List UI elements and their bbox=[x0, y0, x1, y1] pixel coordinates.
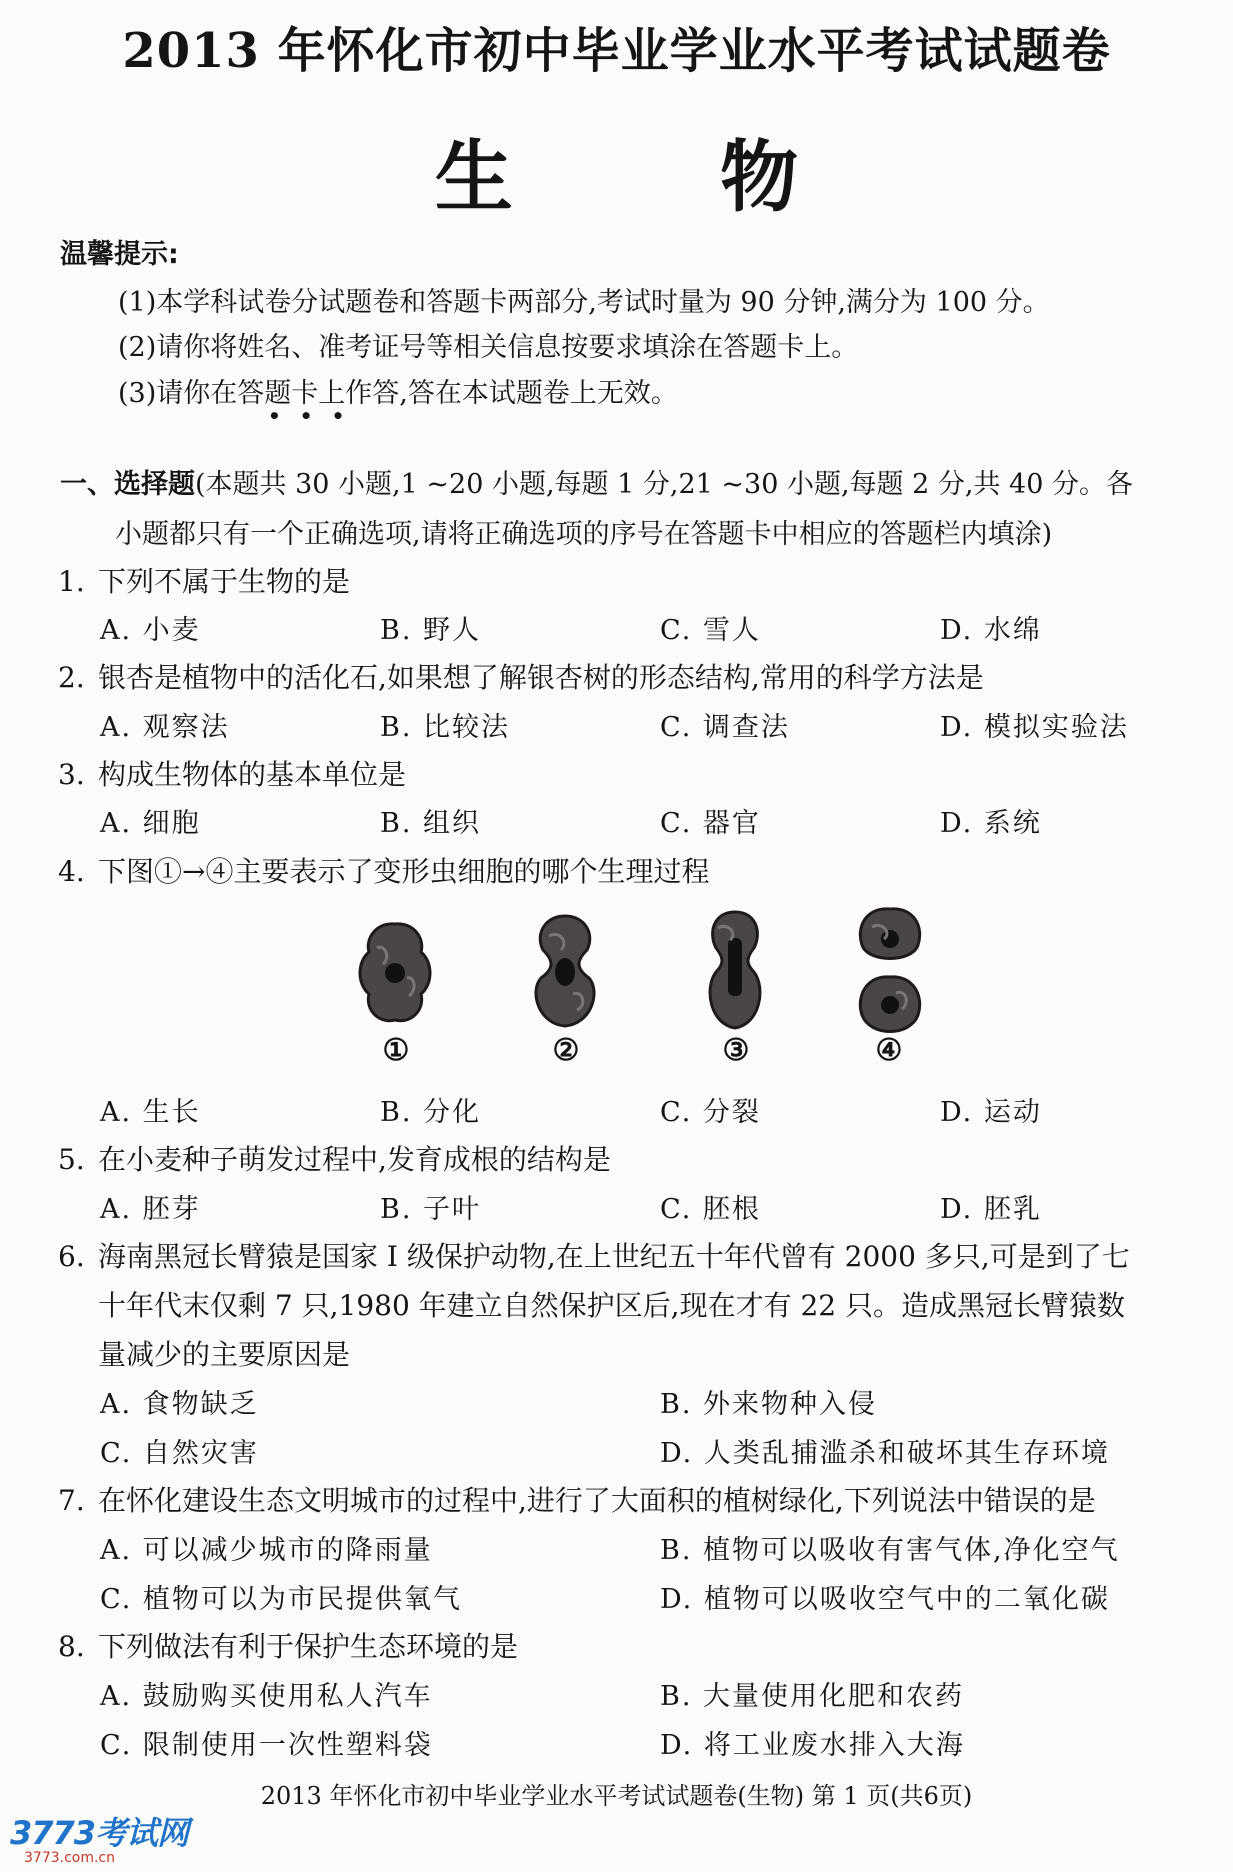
question-number: 6. bbox=[58, 1240, 85, 1273]
option-a: A. 可以减少城市的降雨量 bbox=[100, 1535, 433, 1566]
question-text: 下图①→④主要表示了变形虫细胞的哪个生理过程 bbox=[98, 855, 710, 888]
section-title: 一、选择题 bbox=[60, 469, 195, 500]
option-d: D. 人类乱捕滥杀和破坏其生存环境 bbox=[660, 1438, 1110, 1469]
question-text: 在怀化建设生态文明城市的过程中,进行了大面积的植树绿化,下列说法中错误的是 bbox=[98, 1484, 1096, 1517]
exam-title: 2013 年怀化市初中毕业学业水平考试试题卷 bbox=[122, 23, 1111, 79]
option-a: A. 胚芽 bbox=[100, 1194, 201, 1225]
figure-label: ③ bbox=[722, 1033, 750, 1068]
option-b: B. 植物可以吸收有害气体,净化空气 bbox=[660, 1535, 1120, 1566]
emphasis-dots: ••• bbox=[268, 404, 364, 428]
tips-heading: 温馨提示: bbox=[60, 239, 179, 270]
question-number: 4. bbox=[58, 855, 85, 888]
option-c: C. 自然灾害 bbox=[100, 1438, 259, 1469]
option-a: A. 细胞 bbox=[100, 808, 201, 839]
option-a: A. 小麦 bbox=[100, 615, 201, 646]
option-a: A. 生长 bbox=[100, 1097, 201, 1128]
option-c: C. 植物可以为市民提供氧气 bbox=[100, 1584, 462, 1615]
question-text-cont: 量减少的主要原因是 bbox=[98, 1338, 351, 1371]
option-d: D. 模拟实验法 bbox=[940, 712, 1129, 743]
amoeba-cell-figure-3 bbox=[700, 908, 770, 1033]
option-b: B. 野人 bbox=[380, 615, 482, 646]
option-d: D. 运动 bbox=[940, 1097, 1042, 1128]
question-text: 海南黑冠长臂猿是国家 I 级保护动物,在上世纪五十年代曾有 2000 多只,可是到了七 bbox=[98, 1240, 1130, 1273]
question-number: 8. bbox=[58, 1630, 85, 1663]
option-b: B. 比较法 bbox=[380, 712, 511, 743]
figure-label: ④ bbox=[875, 1033, 903, 1068]
watermark-logo: 3773考试网 bbox=[10, 1814, 189, 1852]
watermark bbox=[10, 1808, 188, 1866]
question-text: 在小麦种子萌发过程中,发育成根的结构是 bbox=[98, 1143, 611, 1176]
question-stem bbox=[58, 850, 709, 890]
option-b: B. 外来物种入侵 bbox=[660, 1389, 878, 1420]
option-d: D. 系统 bbox=[940, 808, 1042, 839]
question-stem bbox=[58, 1235, 1130, 1275]
watermark-url: 3773.com.cn bbox=[24, 1850, 115, 1866]
option-b: B. 子叶 bbox=[380, 1194, 482, 1225]
amoeba-cell-figure-4 bbox=[852, 905, 928, 1040]
option-a: A. 观察法 bbox=[100, 712, 230, 743]
option-d: D. 植物可以吸收空气中的二氧化碳 bbox=[660, 1584, 1110, 1615]
question-number: 5. bbox=[58, 1143, 85, 1176]
question-number: 3. bbox=[58, 758, 85, 791]
option-c: C. 胚根 bbox=[660, 1194, 761, 1225]
option-c: C. 雪人 bbox=[660, 615, 761, 646]
question-text-cont: 十年代末仅剩 7 只,1980 年建立自然保护区后,现在才有 22 只。造成黑冠长臂猿数 bbox=[98, 1289, 1126, 1322]
option-b: B. 大量使用化肥和农药 bbox=[660, 1681, 965, 1712]
question-stem bbox=[58, 1625, 518, 1665]
subject-title: 生 物 bbox=[434, 132, 889, 223]
option-c: C. 器官 bbox=[660, 808, 761, 839]
section-note-cont: 小题都只有一个正确选项,请将正确选项的序号在答题卡中相应的答题栏内填涂) bbox=[115, 519, 1053, 550]
question-stem bbox=[58, 1138, 611, 1178]
question-stem bbox=[58, 560, 350, 600]
amoeba-cell-figure-1 bbox=[355, 918, 435, 1028]
question-text: 下列不属于生物的是 bbox=[98, 565, 351, 598]
option-a: A. 鼓励购买使用私人汽车 bbox=[100, 1681, 433, 1712]
question-stem bbox=[58, 753, 406, 793]
question-number: 7. bbox=[58, 1484, 85, 1517]
question-stem bbox=[58, 1479, 1096, 1519]
option-d: D. 胚乳 bbox=[940, 1194, 1042, 1225]
section-heading bbox=[60, 462, 1133, 501]
page-footer: 2013 年怀化市初中毕业学业水平考试试题卷(生物) 第 1 页(共6页) bbox=[260, 1782, 973, 1810]
figure-label: ① bbox=[382, 1033, 410, 1068]
tip-item: (1)本学科试卷分试题卷和答题卡两部分,考试时量为 90 分钟,满分为 100 分。 bbox=[118, 287, 1050, 318]
option-d: D. 水绵 bbox=[940, 615, 1042, 646]
option-a: A. 食物缺乏 bbox=[100, 1389, 259, 1420]
amoeba-cell-figure-2 bbox=[525, 912, 605, 1032]
question-stem bbox=[58, 656, 984, 696]
section-note: (本题共 30 小题,1 ~20 小题,每题 1 分,21 ~30 小题,每题 2 分,共 40 分。各 bbox=[195, 469, 1133, 500]
option-b: B. 分化 bbox=[380, 1097, 482, 1128]
option-c: C. 调查法 bbox=[660, 712, 790, 743]
question-text: 下列做法有利于保护生态环境的是 bbox=[98, 1630, 519, 1663]
question-number: 2. bbox=[58, 661, 85, 694]
question-text: 银杏是植物中的活化石,如果想了解银杏树的形态结构,常用的科学方法是 bbox=[98, 661, 984, 694]
figure-label: ② bbox=[552, 1033, 580, 1068]
tip-item: (2)请你将姓名、准考证号等相关信息按要求填涂在答题卡上。 bbox=[118, 332, 859, 363]
option-c: C. 限制使用一次性塑料袋 bbox=[100, 1730, 433, 1761]
option-d: D. 将工业废水排入大海 bbox=[660, 1730, 965, 1761]
option-c: C. 分裂 bbox=[660, 1097, 761, 1128]
question-text: 构成生物体的基本单位是 bbox=[98, 758, 407, 791]
tip-item: (3)请你在答题卡上作答,答在本试题卷上无效。 bbox=[118, 378, 678, 409]
option-b: B. 组织 bbox=[380, 808, 482, 839]
question-number: 1. bbox=[58, 565, 85, 598]
